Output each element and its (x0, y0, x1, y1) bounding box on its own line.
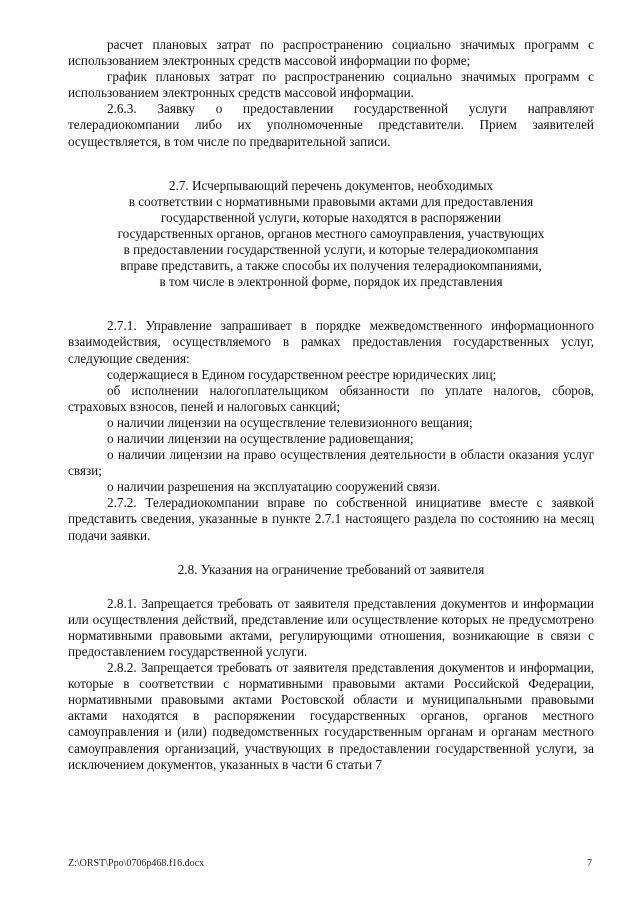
heading-line: государственной услуги, которые находятся в распоряжении (160, 209, 502, 225)
document-body (68, 37, 594, 773)
section-heading-2-7 (68, 178, 594, 291)
heading-line: государственных органов, органов местного самоуправления, участвующих (117, 225, 545, 241)
heading-line: 2.7. Исчерпывающий перечень документов, необходимых (168, 177, 494, 193)
list-item: об исполнении налогоплательщиком обязанности по уплате налогов, сборов, страховых взносов, пеней и налоговых санкций; (68, 382, 594, 414)
paragraph: расчет плановых затрат по распространению социально значимых программ с использованием электронных средств массовой информации по форме; (68, 37, 594, 69)
heading-line: в соответствии с нормативными правовыми актами для предоставления (128, 193, 534, 209)
paragraph: график плановых затрат по распространению социально значимых программ с использованием электронных средств массовой информации. (68, 69, 594, 101)
paragraph: 2.6.3. Заявку о предоставлении государственной услуги направляют телерадиокомпании либо их уполномоченные представители. Прием заявителей осуществляется, в том числе по предварительной записи. (68, 101, 594, 149)
page-number: 7 (587, 858, 592, 869)
paragraph: 2.8.1. Запрещается требовать от заявителя представления документов и информации или осуществления действий, представление или осуществление которых не предусмотрено нормативными правовыми актами, регулирующими отношения, возникающие в связи с предоставлением государственной услуги. (68, 595, 594, 659)
paragraph: 2.7.1. Управление запрашивает в порядке межведомственного информационного взаимодействия, осуществляемого в рамках предоставления государственных услуг, следующие сведения: (68, 318, 594, 366)
heading-line: в том числе в электронной форме, порядок их представления (159, 274, 503, 290)
list-item: содержащиеся в Едином государственном реестре юридических лиц; (107, 366, 497, 382)
list-item: о наличии лицензии на осуществление телевизионного вещания; (107, 414, 473, 430)
paragraph: 2.7.2. Телерадиокомпании вправе по собственной инициативе вместе с заявкой представить сведения, указанные в пункте 2.7.1 настоящего раздела по состоянию на месяц подачи заявки. (68, 495, 594, 543)
paragraph: 2.8.2. Запрещается требовать от заявителя представления документов и информации, которые в соответствии с нормативными правовыми актами Российской Федерации, нормативными правовыми актами Ростовской области и муниципальными правовыми актами находятся в распоряжении государственных органов, органов местного самоуправления и (или) подведомственных государственным органам и органам местного самоуправления организаций, участвующих в предоставлении государственной услуги, за исключением документов, указанных в части 6 статьи 7 (68, 660, 594, 772)
footer-file-path: Z:\ORST\Ppo\0706p468.f16.docx (68, 858, 205, 869)
list-item: о наличии разрешения на эксплуатацию сооружений связи. (107, 479, 441, 495)
heading-line: в предоставлении государственной услуги, и которые телерадиокомпания (123, 242, 539, 258)
list-item: о наличии лицензии на осуществление радиовещания; (107, 430, 414, 446)
section-heading-2-8: 2.8. Указания на ограничение требований от заявителя (177, 561, 485, 577)
heading-line: вправе представить, а также способы их получения телерадиокомпаниями, (120, 258, 542, 274)
list-item: о наличии лицензии на право осуществления деятельности в области оказания услуг связи; (68, 447, 594, 479)
